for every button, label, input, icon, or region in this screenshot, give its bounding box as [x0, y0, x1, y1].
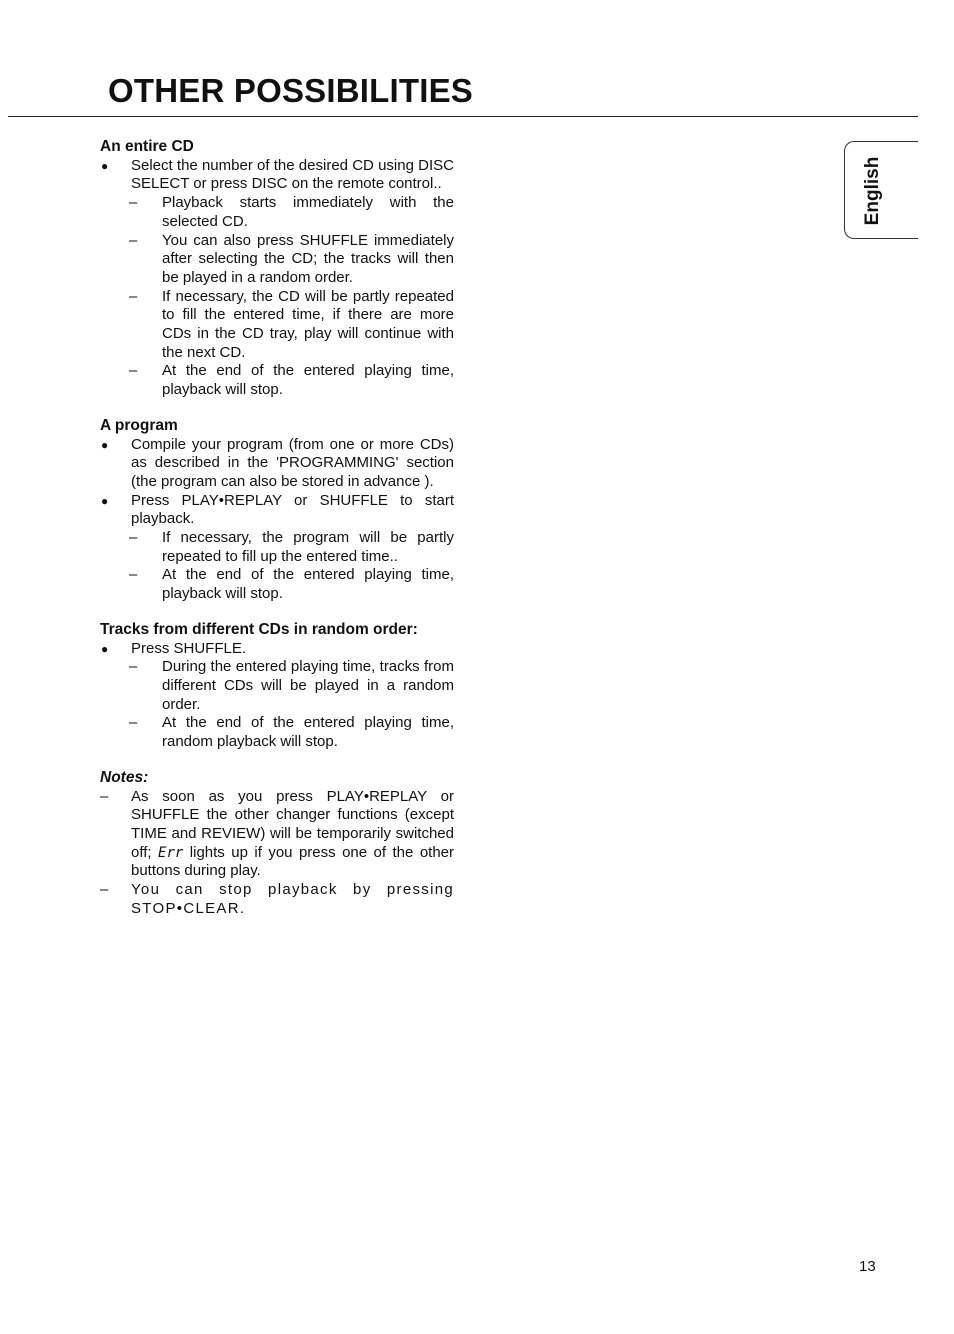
sub-item: [100, 714, 454, 751]
section-random: [100, 621, 454, 752]
sub-item-text: During the entered playing time, tracks from different CDs will be played in a random order.: [162, 658, 454, 713]
error-display-text: Err: [158, 844, 184, 861]
title-rule: [8, 116, 918, 117]
dash-icon: –: [100, 881, 110, 899]
sub-item-text: If necessary, the CD will be partly repeated to fill the entered time, if there are more CDs in the CD tray, play will continue with the next CD.: [162, 287, 454, 361]
list-item: [100, 640, 454, 659]
dash-icon: –: [129, 231, 138, 249]
page-title: OTHER POSSIBILITIES: [108, 72, 474, 109]
sub-item-text: If necessary, the program will be partly repeated to fill up the entered time..: [162, 529, 454, 565]
list-item-text: Press PLAY•REPLAY or SHUFFLE to start playback.: [131, 491, 454, 528]
dash-icon: –: [129, 529, 138, 547]
sub-item: [100, 362, 454, 399]
list-item: [100, 492, 454, 529]
dash-icon: –: [129, 287, 138, 305]
section-heading: An entire CD: [100, 138, 194, 155]
bullet-icon: ●: [101, 158, 109, 173]
language-tab-label: English: [862, 156, 883, 226]
sub-item: [100, 658, 454, 714]
dash-icon: –: [129, 714, 138, 732]
sub-item-text: At the end of the entered playing time, playback will stop.: [162, 362, 454, 399]
sub-item-text: At the end of the entered playing time, random playback will stop.: [162, 714, 454, 751]
notes-heading: Notes:: [100, 768, 149, 786]
list-item: [100, 436, 454, 492]
section-notes: [100, 769, 454, 919]
note-text: lights up if you press one of the other buttons during play.: [131, 843, 455, 880]
list-item: [100, 157, 454, 194]
note-text: You can stop playback by pressing STOP•CLEAR.: [131, 881, 454, 917]
sub-item-text: At the end of the entered playing time, playback will stop.: [162, 566, 454, 603]
section-heading: Tracks from different CDs in random order:: [100, 620, 418, 638]
note-item: [100, 788, 454, 882]
bullet-icon: ●: [101, 641, 109, 656]
sub-item: [100, 194, 454, 231]
dash-icon: –: [129, 658, 138, 676]
dash-icon: –: [129, 194, 138, 212]
bullet-icon: ●: [101, 437, 109, 452]
section-entire-cd: [100, 138, 454, 400]
language-tab: [844, 141, 918, 239]
dash-icon: –: [100, 787, 109, 805]
dash-icon: –: [129, 566, 138, 584]
note-text: As soon as you press PLAY•REPLAY or SHUFFLE the other changer functions (except TIME and REVIEW) will be temporarily switched off;: [131, 787, 454, 861]
note-item: [100, 881, 454, 918]
list-item-text: Select the number of the desired CD using DISC SELECT or press DISC on the remote control..: [131, 156, 454, 193]
section-heading: A program: [100, 416, 178, 434]
section-program: [100, 417, 454, 604]
page-number: 13: [859, 1258, 876, 1275]
sub-item-text: Playback starts immediately with the selected CD.: [162, 194, 454, 230]
bullet-icon: ●: [101, 493, 109, 508]
sub-item-text: You can also press SHUFFLE immediately after selecting the CD; the tracks will then be played in a random order.: [162, 231, 454, 286]
list-item-text: Compile your program (from one or more CDs) as described in the 'PROGRAMMING' section (the program can also be stored in advance ).: [131, 435, 454, 490]
sub-item: [100, 232, 454, 288]
sub-item: [100, 288, 454, 363]
sub-item: [100, 529, 454, 566]
sub-item: [100, 566, 454, 603]
list-item-text: Press SHUFFLE.: [131, 639, 247, 657]
main-column: [100, 138, 454, 935]
dash-icon: –: [129, 362, 138, 380]
